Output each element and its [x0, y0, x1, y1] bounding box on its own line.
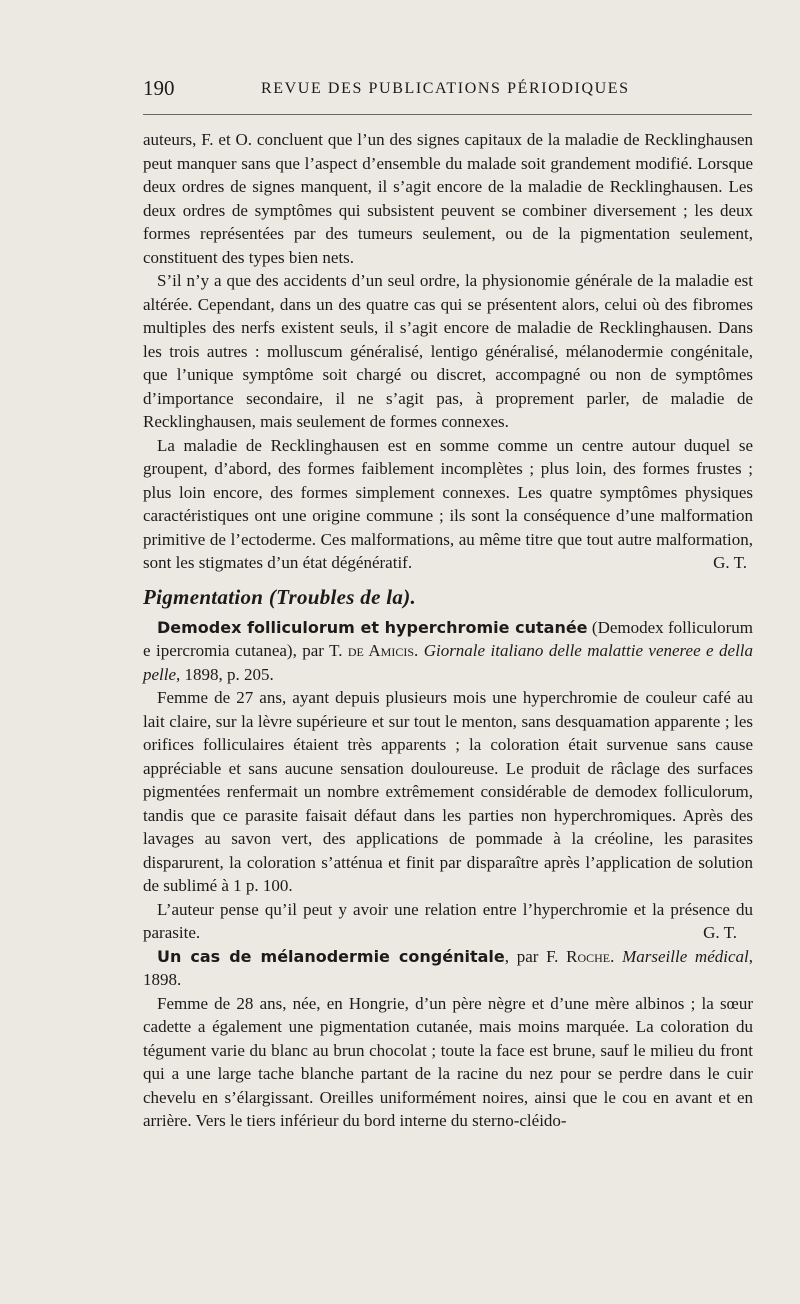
author-initials: G. T.: [713, 553, 747, 572]
page-number: 190: [143, 76, 175, 100]
paragraph: Femme de 27 ans, ayant depuis plusieurs mois une hyperchromie de couleur café au lait claire, sur la lèvre supérieure et sur tout le menton, sans desquamation apparente ; les orifices folliculaires étaient très apparents ; la coloration était survenue sans cause appréciable et sans aucune sensation douloureuse. Le produit de râclage des surfaces pigmentées renfermait un nombre extrêmement considérable de demodex folliculorum, tandis que ce parasite faisait défaut dans les parties non hyperchromiques. Après des lavages au savon vert, des applications de pommade à la créoline, les parasites disparurent, la coloration s’atténua et finit par disparaître après l’application de solution de sublimé à 1 p. 100.: [143, 688, 753, 895]
citation: , 1898, p. 205.: [176, 664, 274, 684]
citation: , 1898.: [143, 946, 753, 989]
page-body: [143, 128, 753, 1133]
paragraph: [143, 898, 753, 945]
reference-text: (Demodex folliculorum e ipercromia cutanea), par T.: [143, 617, 753, 660]
journal-name: Giornale italiano delle malattie veneree e della pelle: [143, 641, 754, 684]
author-name: Roche: [566, 946, 611, 966]
article-reference: [143, 616, 753, 687]
section-heading: Pigmentation (Troubles de la).: [143, 584, 417, 609]
reference-text: .: [414, 641, 424, 660]
paragraph: S’il n’y a que des accidents d’un seul ordre, la physionomie générale de la maladie est altérée. Cependant, dans un des quatre cas qui se présentent alors, celui où des fibromes multiples des nerfs existent seuls, il s’agit encore de maladie de Recklinghausen. Dans les trois autres : molluscum généralisé, lentigo généralisé, mélanodermie congénitale, que l’unique symptôme soit chargé ou discret, accompagné ou non de symptômes d’importance secondaire, il ne s’agit pas, à proprement parler, de maladie de Recklinghausen, mais seulement de formes connexes.: [143, 271, 753, 431]
author-name: de Amicis: [347, 641, 414, 660]
author-initials: G. T.: [703, 923, 737, 942]
reference-text: .: [610, 946, 623, 966]
paragraph: [143, 434, 753, 575]
article-title: Demodex folliculorum et hyperchromie cutanée: [157, 617, 588, 637]
running-title: REVUE DES PUBLICATIONS PÉRIODIQUES: [261, 80, 630, 97]
journal-name: Marseille médical: [622, 946, 749, 966]
article-title: Un cas de mélanodermie congénitale: [157, 946, 505, 966]
paragraph-text: La maladie de Recklinghausen est en somme comme un centre autour duquel se groupent, d’abord, des formes faiblement incomplètes ; plus loin, des formes frustes ; plus loin encore, des formes simplement connexes. Les quatre symptômes physiques caractéristiques ont une origine commune ; ils sont la conséquence d’une malformation primitive de l’ectoderme. Ces malformations, au même titre que tout autre malformation, sont les stigmates d’un état dégénératif.: [143, 435, 753, 572]
paragraph-text: L’auteur pense qu’il peut y avoir une relation entre l’hyperchromie et la présence du parasite.: [143, 899, 753, 942]
paragraph-continuation: auteurs, F. et O. concluent que l’un des signes capitaux de la maladie de Recklinghausen peut manquer sans que l’aspect d’ensemble du malade soit grandement modifié. Lorsque deux ordres de signes manquent, il s’agit encore de la maladie de Recklinghausen. Les deux ordres de symptômes qui subsistent peuvent se combiner diversement ; les deux formes représentées par des tumeurs seulement, ou de la pigmentation seulement, constituent des types bien nets.: [143, 130, 753, 267]
reference-text: , par F.: [504, 946, 567, 966]
paragraph: Femme de 28 ans, née, en Hongrie, d’un père nègre et d’une mère albinos ; la sœur cadette a également une pigmentation cutanée, mais moins marquée. La coloration du tégument varie du blanc au brun chocolat ; toute la face est brune, sauf le milieu du front qui a une large tache blanche partant de la racine du nez pour se perdre dans le cuir chevelu en s’élargissant. Oreilles uniformément noires, ainsi que le cou en avant et en arrière. Vers le tiers inférieur du bord interne du sterno-cléido-: [143, 993, 753, 1130]
article-reference: [143, 945, 753, 992]
page-header: [143, 74, 753, 104]
header-rule: [143, 114, 752, 115]
